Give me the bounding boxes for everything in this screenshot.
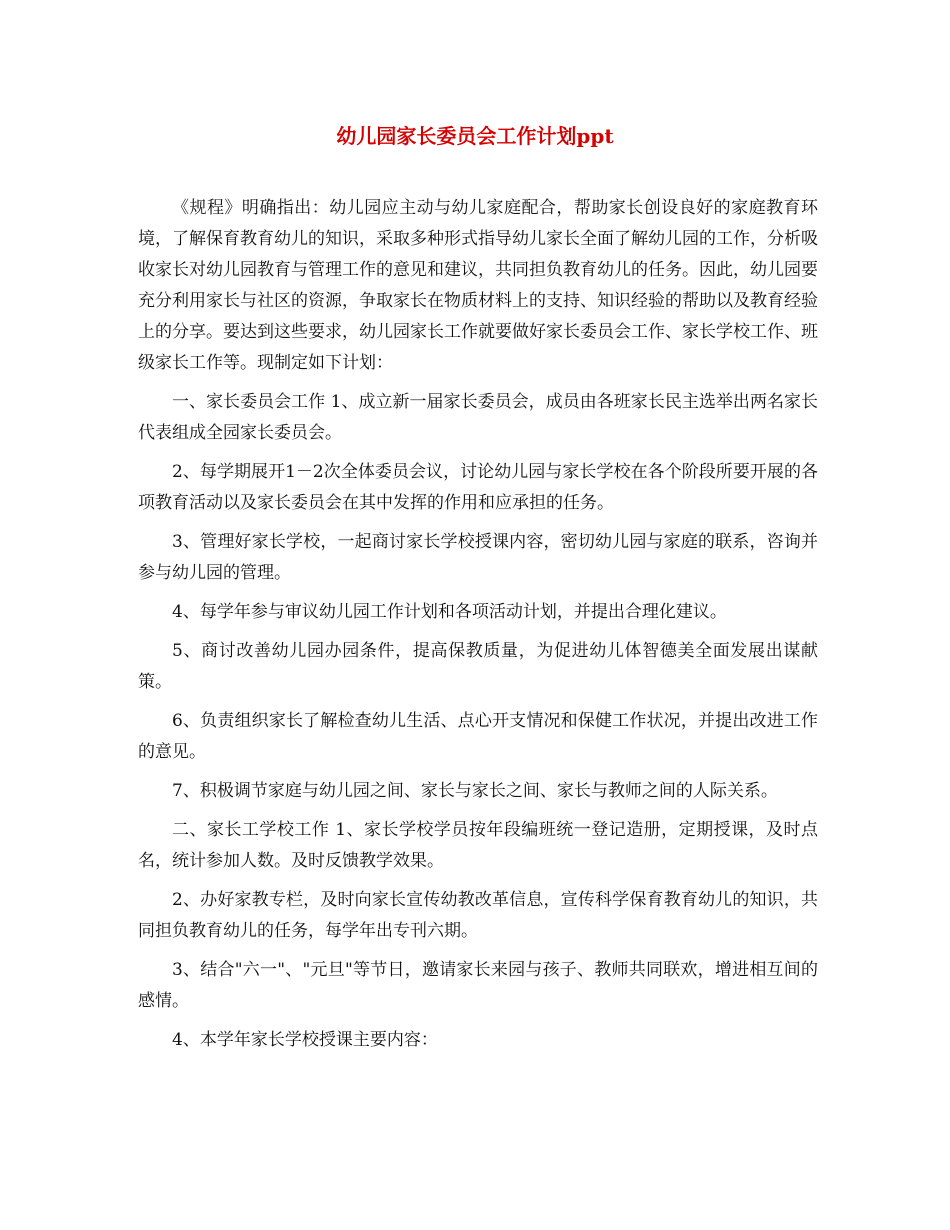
paragraph-intro: 《规程》明确指出：幼儿园应主动与幼儿家庭配合，帮助家长创设良好的家庭教育环境，了解保育教育幼儿的知识，采取多种形式指导幼儿家长全面了解幼儿园的工作，分析吸收家长对幼儿园教育与管理工作的意见和建议，共同担负教育幼儿的任务。因此，幼儿园要充分利用家长与社区的资源，争取家长在物质材料上的支持、知识经验的帮助以及教育经验上的分享。要达到这些要求，幼儿园家长工作就要做好家长委员会工作、家长学校工作、班级家长工作等。现制定如下计划： (138, 198, 818, 373)
paragraph-section-2-item-2: 2、办好家教专栏，及时向家长宣传幼教改革信息，宣传科学保育教育幼儿的知识，共同担负教育幼儿的任务，每学年出专刊六期。 (138, 890, 818, 941)
paragraph-section-2-item-3: 3、结合"六一"、"元旦"等节日，邀请家长来园与孩子、教师共同联欢，增进相互间的感情。 (138, 960, 818, 1011)
paragraph-section-2-item-4: 4、本学年家长学校授课主要内容： (172, 1030, 438, 1050)
paragraph-section-1-item-3: 3、管理好家长学校，一起商讨家长学校授课内容，密切幼儿园与家庭的联系，咨询并参与幼儿园的管理。 (138, 532, 818, 583)
document-body (138, 193, 818, 1064)
paragraph-section-1-item-4: 4、每学年参与审议幼儿园工作计划和各项活动计划，并提出合理化建议。 (172, 602, 727, 622)
paragraph-section-1-item-1: 一、家长委员会工作 1、成立新一届家长委员会，成员由各班家长民主选举出两名家长代表组成全园家长委员会。 (138, 392, 818, 443)
paragraph-section-1-item-5: 5、商讨改善幼儿园办园条件，提高保教质量，为促进幼儿体智德美全面发展出谋献策。 (138, 641, 818, 692)
paragraph-section-2-item-1: 二、家长工学校工作 1、家长学校学员按年段编班统一登记造册，定期授课，及时点名，统计参加人数。及时反馈教学效果。 (138, 820, 818, 871)
paragraph-section-1-item-2: 2、每学期展开1－2次全体委员会议，讨论幼儿园与家长学校在各个阶段所要开展的各项教育活动以及家长委员会在其中发挥的作用和应承担的任务。 (138, 462, 818, 513)
document-title: 幼儿园家长委员会工作计划ppt (336, 124, 614, 148)
paragraph-section-1-item-6: 6、负责组织家长了解检查幼儿生活、点心开支情况和保健工作状况，并提出改进工作的意见。 (138, 711, 818, 762)
paragraph-section-1-item-7: 7、积极调节家庭与幼儿园之间、家长与家长之间、家长与教师之间的人际关系。 (172, 781, 778, 801)
